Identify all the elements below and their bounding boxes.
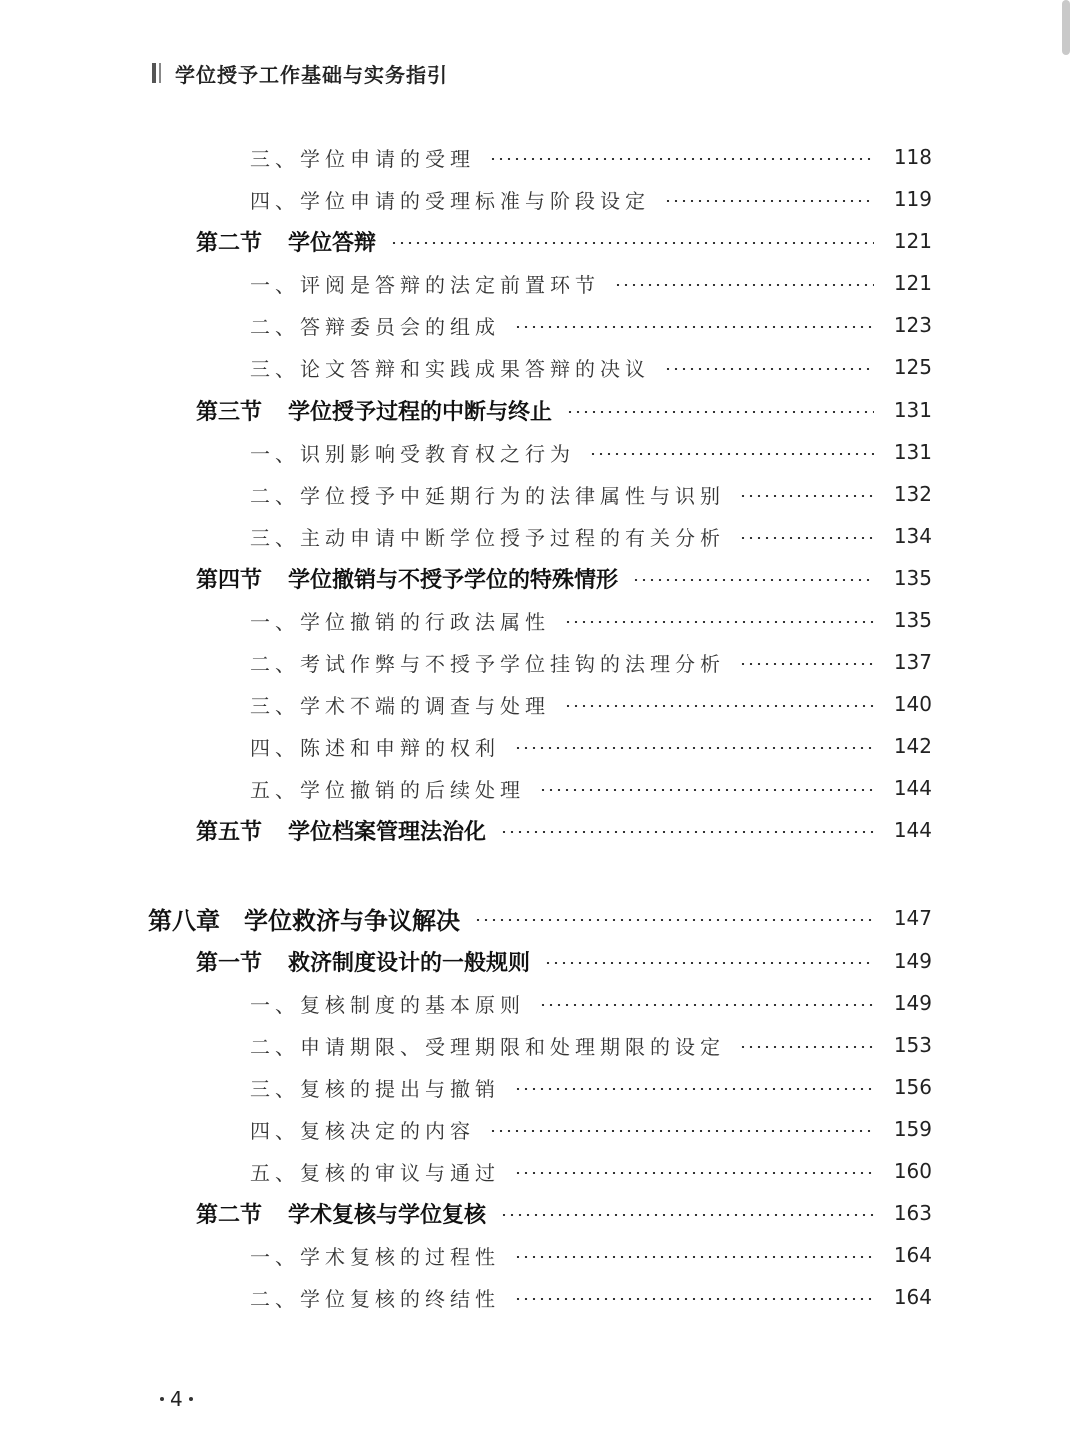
toc-entry-number: 第四节 bbox=[196, 566, 263, 593]
toc-page-number: 119 bbox=[893, 187, 932, 211]
toc-page-number: 131 bbox=[893, 398, 932, 422]
toc-page-number: 142 bbox=[893, 734, 932, 758]
toc-entry-title: 救济制度设计的一般规则 bbox=[288, 949, 531, 976]
folio-dot-left bbox=[160, 1397, 164, 1401]
dot-leader bbox=[514, 326, 874, 328]
folio bbox=[160, 1387, 193, 1411]
toc-page-number: 121 bbox=[893, 271, 932, 295]
toc-page-number: 132 bbox=[893, 482, 932, 506]
toc-entry-number: 第八章 bbox=[148, 905, 220, 935]
toc-entry-label: 一、学位撤销的行政法属性 bbox=[250, 609, 550, 634]
dot-leader bbox=[489, 1130, 874, 1132]
toc-page-number: 164 bbox=[893, 1285, 932, 1309]
toc-entry-number: 第二节 bbox=[196, 229, 263, 256]
toc-entry-label: 二、考试作弊与不授予学位挂钩的法理分析 bbox=[250, 651, 725, 676]
toc-page-number: 153 bbox=[893, 1033, 932, 1057]
toc-page-number: 149 bbox=[893, 949, 932, 973]
dot-leader bbox=[390, 242, 874, 244]
running-head bbox=[152, 58, 448, 88]
toc-entry-label: 五、复核的审议与通过 bbox=[250, 1160, 500, 1185]
toc-page-number: 147 bbox=[893, 906, 932, 930]
toc-entry-item[interactable] bbox=[250, 352, 932, 382]
dot-leader bbox=[539, 789, 874, 791]
dot-leader bbox=[514, 1088, 874, 1090]
dot-leader bbox=[474, 919, 874, 921]
toc-entry-label: 四、陈述和申辩的权利 bbox=[250, 735, 500, 760]
toc-entry-label: 三、学术不端的调查与处理 bbox=[250, 693, 550, 718]
toc-entry-label: 一、学术复核的过程性 bbox=[250, 1244, 500, 1269]
dot-leader bbox=[664, 200, 874, 202]
toc-entry-label: 一、复核制度的基本原则 bbox=[250, 992, 525, 1017]
toc-page-number: 123 bbox=[893, 313, 932, 337]
dot-leader bbox=[739, 495, 874, 497]
dot-leader bbox=[500, 831, 874, 833]
dot-leader bbox=[489, 158, 874, 160]
toc-entry-item[interactable] bbox=[250, 1156, 932, 1186]
toc-page-number: 125 bbox=[893, 355, 932, 379]
toc-entry-label bbox=[196, 815, 486, 846]
toc-entry-label: 三、复核的提出与撤销 bbox=[250, 1076, 500, 1101]
toc-entry-label: 三、学位申请的受理 bbox=[250, 146, 475, 171]
dot-leader bbox=[632, 579, 874, 581]
toc-page-number: 131 bbox=[893, 440, 932, 464]
toc-entry-item[interactable] bbox=[250, 142, 932, 172]
toc-entry-label: 一、识别影响受教育权之行为 bbox=[250, 441, 575, 466]
running-head-mark-icon bbox=[152, 63, 161, 83]
toc-page-number: 163 bbox=[893, 1201, 932, 1225]
dot-leader bbox=[589, 453, 874, 455]
toc-entry-section[interactable] bbox=[196, 815, 932, 845]
toc-entry-item[interactable] bbox=[250, 1072, 932, 1102]
dot-leader bbox=[564, 705, 874, 707]
toc-entry-item[interactable] bbox=[250, 647, 932, 677]
dot-leader bbox=[739, 663, 874, 665]
toc-page-number: 159 bbox=[893, 1117, 932, 1141]
toc-entry-item[interactable] bbox=[250, 1282, 932, 1312]
toc-entry-item[interactable] bbox=[250, 184, 932, 214]
toc-entry-label: 三、论文答辩和实践成果答辩的决议 bbox=[250, 356, 650, 381]
dot-leader bbox=[514, 1298, 874, 1300]
page-number: 4 bbox=[170, 1387, 183, 1411]
toc-entry-item[interactable] bbox=[250, 1240, 932, 1270]
toc-entry-item[interactable] bbox=[250, 731, 932, 761]
toc-entry-item[interactable] bbox=[250, 521, 932, 551]
dot-leader bbox=[514, 747, 874, 749]
dot-leader bbox=[739, 1046, 874, 1048]
toc-entry-section[interactable] bbox=[196, 395, 932, 425]
dot-leader bbox=[664, 368, 874, 370]
toc-entry-item[interactable] bbox=[250, 437, 932, 467]
toc-entry-label bbox=[196, 226, 376, 257]
toc-entry-number: 第一节 bbox=[196, 949, 263, 976]
toc-entry-item[interactable] bbox=[250, 1030, 932, 1060]
toc-page-number: 135 bbox=[893, 608, 932, 632]
toc-page-number: 135 bbox=[893, 566, 932, 590]
scrollbar[interactable] bbox=[1062, 0, 1070, 55]
toc-entry-number: 第五节 bbox=[196, 818, 263, 845]
toc-page-number: 140 bbox=[893, 692, 932, 716]
dot-leader bbox=[564, 621, 874, 623]
toc-entry-section[interactable] bbox=[196, 563, 932, 593]
folio-dot-right bbox=[189, 1397, 193, 1401]
toc-page-number: 160 bbox=[893, 1159, 932, 1183]
toc-entry-label: 四、学位申请的受理标准与阶段设定 bbox=[250, 188, 650, 213]
toc-entry-item[interactable] bbox=[250, 605, 932, 635]
toc-page-number: 144 bbox=[893, 776, 932, 800]
toc-page-number: 164 bbox=[893, 1243, 932, 1267]
toc-entry-title: 学术复核与学位复核 bbox=[288, 1201, 487, 1228]
toc-entry-label: 二、学位复核的终结性 bbox=[250, 1286, 500, 1311]
toc-entry-item[interactable] bbox=[250, 773, 932, 803]
toc-entry-label bbox=[196, 563, 618, 594]
toc-entry-title: 学位撤销与不授予学位的特殊情形 bbox=[288, 566, 619, 593]
toc-page-number: 137 bbox=[893, 650, 932, 674]
toc-page-number: 144 bbox=[893, 818, 932, 842]
toc-entry-title: 学位档案管理法治化 bbox=[288, 818, 487, 845]
toc-entry-label bbox=[196, 946, 530, 977]
book-title: 学位授予工作基础与实务指引 bbox=[175, 62, 448, 87]
toc-entry-label: 二、学位授予中延期行为的法律属性与识别 bbox=[250, 483, 725, 508]
toc-page-number: 149 bbox=[893, 991, 932, 1015]
toc-page-number: 134 bbox=[893, 524, 932, 548]
toc-entry-number: 第二节 bbox=[196, 1201, 263, 1228]
dot-leader bbox=[514, 1256, 874, 1258]
toc-entry-label: 五、学位撤销的后续处理 bbox=[250, 777, 525, 802]
toc-entry-label bbox=[196, 395, 552, 426]
dot-leader bbox=[739, 537, 874, 539]
toc-entry-label: 二、申请期限、受理期限和处理期限的设定 bbox=[250, 1034, 725, 1059]
dot-leader bbox=[514, 1172, 874, 1174]
toc-entry-label: 四、复核决定的内容 bbox=[250, 1118, 475, 1143]
toc-entry-title: 学位答辩 bbox=[288, 229, 377, 256]
toc-page-number: 121 bbox=[893, 229, 932, 253]
toc-entry-item[interactable] bbox=[250, 310, 932, 340]
toc-entry-number: 第三节 bbox=[196, 398, 263, 425]
toc-entry-label bbox=[148, 901, 460, 936]
toc-entry-item[interactable] bbox=[250, 268, 932, 298]
toc-entry-label: 三、主动申请中断学位授予过程的有关分析 bbox=[250, 525, 725, 550]
toc-page-number: 156 bbox=[893, 1075, 932, 1099]
toc-entry-title: 学位救济与争议解决 bbox=[244, 905, 460, 935]
toc-entry-item[interactable] bbox=[250, 689, 932, 719]
dot-leader bbox=[539, 1004, 874, 1006]
toc-entry-label: 二、答辩委员会的组成 bbox=[250, 314, 500, 339]
dot-leader bbox=[500, 1214, 874, 1216]
dot-leader bbox=[544, 962, 874, 964]
toc-entry-section[interactable] bbox=[196, 946, 932, 976]
toc-page-number: 118 bbox=[893, 145, 932, 169]
toc-entry-chapter[interactable] bbox=[148, 903, 932, 933]
dot-leader bbox=[614, 284, 874, 286]
toc-entry-section[interactable] bbox=[196, 226, 932, 256]
toc-entry-item[interactable] bbox=[250, 479, 932, 509]
toc-entry-item[interactable] bbox=[250, 988, 932, 1018]
toc-entry-label bbox=[196, 1198, 486, 1229]
toc-entry-label: 一、评阅是答辩的法定前置环节 bbox=[250, 272, 600, 297]
toc-entry-title: 学位授予过程的中断与终止 bbox=[288, 398, 553, 425]
toc-entry-item[interactable] bbox=[250, 1114, 932, 1144]
dot-leader bbox=[566, 411, 874, 413]
toc-entry-section[interactable] bbox=[196, 1198, 932, 1228]
